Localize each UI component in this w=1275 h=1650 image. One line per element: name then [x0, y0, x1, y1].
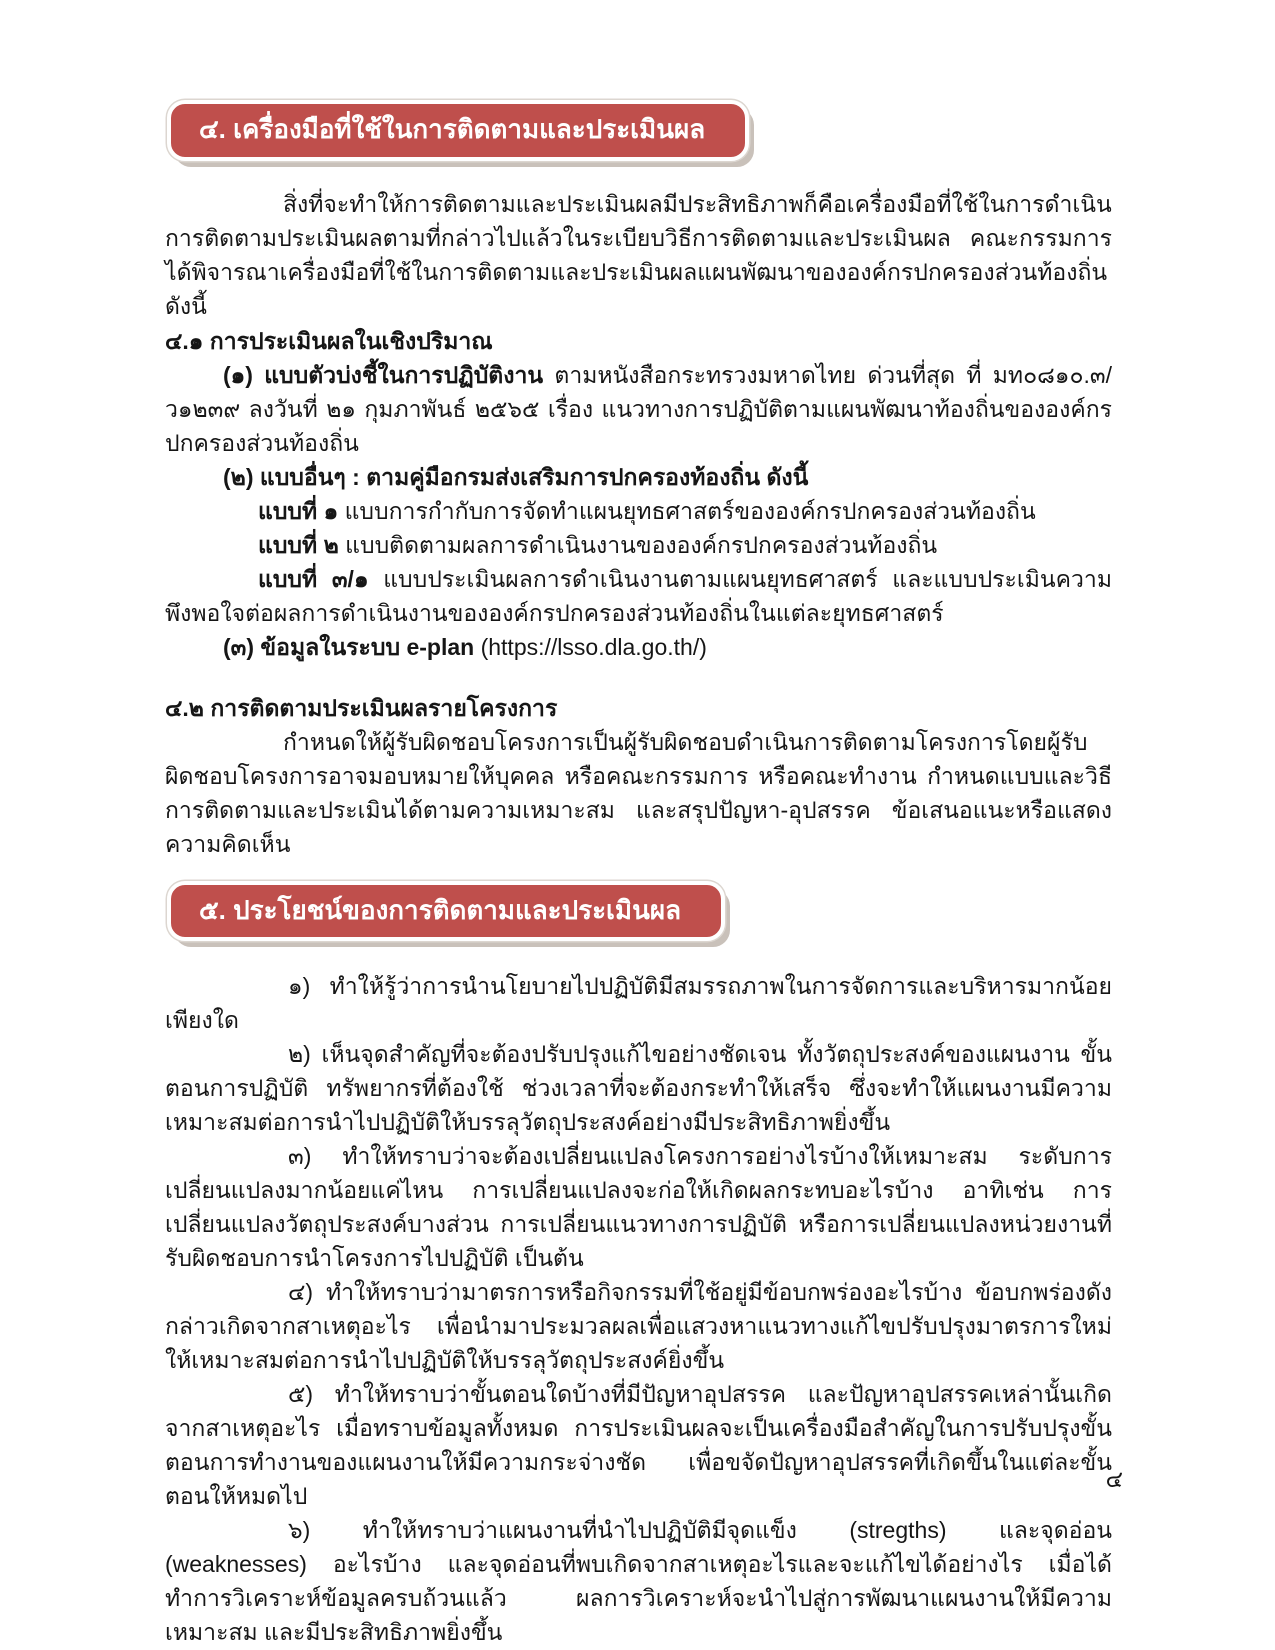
- form-3-1-label: แบบที่ ๓/๑: [258, 565, 369, 592]
- form-2-text: แบบติดตามผลการดำเนินงานขององค์กรปกครองส่วนท้องถิ่น: [345, 531, 938, 558]
- benefit-item-1: ๑) ทำให้รู้ว่าการนำนโยบายไปปฏิบัติมีสมรรถภาพในการจัดการและบริหารมากน้อยเพียงใด: [165, 973, 1112, 1033]
- form-3-1-text: แบบประเมินผลการดำเนินงานตามแผนยุทธศาสตร์ และแบบประเมินความพึงพอใจต่อผลการดำเนินงานขององค์กรปกครองส่วนท้องถิ่นในแต่ละยุทธศาสตร์: [165, 565, 1112, 626]
- item-1-text: ตามหนังสือกระทรวงมหาดไทย ด่วนที่สุด ที่ มท๐๘๑๐.๓/ว๑๒๓๙ ลงวันที่ ๒๑ กุมภาพันธ์ ๒๕๖๕ เรื่อง แนวทางการปฏิบัติตามแผนพัฒนาท้องถิ่นขององค์กรปกครองส่วนท้องถิ่น: [165, 361, 1112, 456]
- item-3-label: (๓) ข้อมูลในระบบ e-plan: [223, 633, 475, 660]
- benefit-item-6: ๖) ทำให้ทราบว่าแผนงานที่นำไปปฏิบัติมีจุดแข็ง (stregths) และจุดอ่อน (weaknesses) อะไรบ้าง และจุดอ่อนที่พบเกิดจากสาเหตุอะไรและจะแก้ไขได้อย่างไร เมื่อได้ทำการวิเคราะห์ข้อมูลครบถ้วนแล้ว ผลการวิเคราะห์จะนำไปสู่การพัฒนาแผนงานให้มีความเหมาะสม และมีประสิทธิภาพยิ่งขึ้น: [165, 1517, 1112, 1645]
- form-1-row: [165, 494, 1112, 528]
- benefit-item-3: ๓) ทำให้ทราบว่าจะต้องเปลี่ยนแปลงโครงการอย่างไรบ้างให้เหมาะสม ระดับการเปลี่ยนแปลงมากน้อยแค่ไหน การเปลี่ยนแปลงจะก่อให้เกิดผลกระทบอะไรบ้าง อาทิเช่น การเปลี่ยนแปลงวัตถุประสงค์บางส่วน การเปลี่ยนแนวทางการปฏิบัติ หรือการเปลี่ยนแปลงหน่วยงานที่รับผิดชอบการนำโครงการไปปฏิบัติ เป็นต้น: [165, 1143, 1112, 1271]
- form-3-1-row: [165, 562, 1112, 630]
- benefit-item-2: ๒) เห็นจุดสำคัญที่จะต้องปรับปรุงแก้ไขอย่างชัดเจน ทั้งวัตถุประสงค์ของแผนงาน ขั้นตอนการปฏิบัติ ทรัพยากรที่ต้องใช้ ช่วงเวลาที่จะต้องกระทำให้เสร็จ ซึ่งจะทำให้แผนงานมีความเหมาะสมต่อการนำไปปฏิบัติให้บรรลุวัตถุประสงค์อย่างมีประสิทธิภาพยิ่งขึ้น: [165, 1041, 1112, 1135]
- item-2-other-forms: [165, 460, 1112, 494]
- form-1-label: แบบที่ ๑: [258, 497, 339, 524]
- section-4-banner-wrap: [167, 100, 1112, 161]
- subsection-4-1-heading: ๔.๑ การประเมินผลในเชิงปริมาณ: [165, 327, 493, 354]
- section-5-banner: ๕. ประโยชน์ของการติดตามและประเมินผล: [167, 881, 725, 942]
- subsection-4-2-heading: ๔.๒ การติดตามประเมินผลรายโครงการ: [165, 694, 558, 721]
- benefits-list: [165, 969, 1112, 1649]
- form-2-row: [165, 528, 1112, 562]
- item-1-indicator-form: [165, 358, 1112, 460]
- benefit-item-5: ๕) ทำให้ทราบว่าขั้นตอนใดบ้างที่มีปัญหาอุปสรรค และปัญหาอุปสรรคเหล่านั้นเกิดจากสาเหตุอะไร เมื่อทราบข้อมูลทั้งหมด การประเมินผลจะเป็นเครื่องมือสำคัญในการปรับปรุงขั้นตอนการทำงานของแผนงานให้มีความกระจ่างชัด เพื่อขจัดปัญหาอุปสรรคที่เกิดขึ้นในแต่ละขั้นตอนให้หมดไป: [165, 1381, 1112, 1509]
- section-4-banner: ๔. เครื่องมือที่ใช้ในการติดตามและประเมินผล: [167, 100, 749, 161]
- item-1-label: (๑) แบบตัวบ่งชี้ในการปฏิบัติงาน: [223, 361, 544, 388]
- item-3-eplan: [165, 630, 1112, 664]
- form-1-text: แบบการกำกับการจัดทำแผนยุทธศาสตร์ขององค์กรปกครองส่วนท้องถิ่น: [344, 497, 1036, 524]
- benefit-item-4: ๔) ทำให้ทราบว่ามาตรการหรือกิจกรรมที่ใช้อยู่มีข้อบกพร่องอะไรบ้าง ข้อบกพร่องดังกล่าวเกิดจากสาเหตุอะไร เพื่อนำมาประมวลผลเพื่อแสวงหาแนวทางแก้ไขปรับปรุงมาตรการใหม่ให้เหมาะสมต่อการนำไปปฏิบัติให้บรรลุวัตถุประสงค์ยิ่งขึ้น: [165, 1279, 1112, 1373]
- subsection-4-2-paragraph: กำหนดให้ผู้รับผิดชอบโครงการเป็นผู้รับผิดชอบดำเนินการติดตามโครงการโดยผู้รับผิดชอบโครงการอาจมอบหมายให้บุคคล หรือคณะกรรมการ หรือคณะทำงาน กำหนดแบบและวิธีการติดตามและประเมินได้ตามความเหมาะสม และสรุปปัญหา-อุปสรรค ข้อเสนอแนะหรือแสดงความคิดเห็น: [165, 728, 1112, 857]
- item-2-label: (๒) แบบอื่นๆ : ตามคู่มือกรมส่งเสริมการปกครองท้องถิ่น ดังนี้: [223, 463, 809, 490]
- item-3-url: (https://lsso.dla.go.th/): [480, 633, 707, 660]
- section-4-intro-paragraph: สิ่งที่จะทำให้การติดตามและประเมินผลมีประสิทธิภาพก็คือเครื่องมือที่ใช้ในการดำเนินการติดตามประเมินผลตามที่กล่าวไปแล้วในระเบียบวิธีการติดตามและประเมินผล คณะกรรมการได้พิจารณาเครื่องมือที่ใช้ในการติดตามและประเมินผลแผนพัฒนาขององค์กรปกครองส่วนท้องถิ่น ดังนี้: [165, 190, 1112, 319]
- page-number: ๔: [1105, 1466, 1123, 1492]
- form-2-label: แบบที่ ๒: [258, 531, 339, 558]
- section-5-banner-wrap: [167, 881, 1112, 942]
